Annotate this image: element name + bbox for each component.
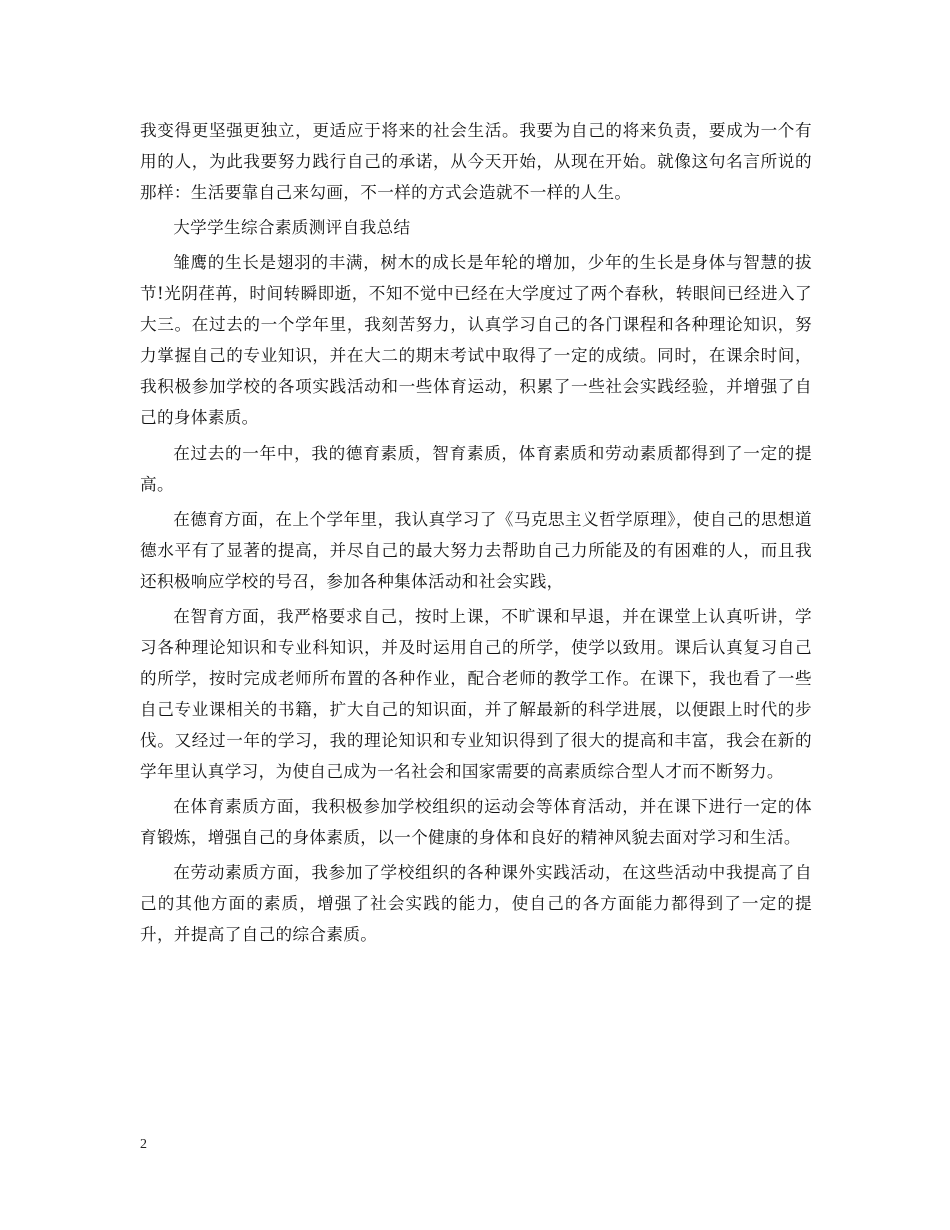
paragraph-physical-education: 在体育素质方面，我积极参加学校组织的运动会等体育活动，并在课下进行一定的体育锻炼，增强自己的身体素质，以一个健康的身体和良好的精神风貌去面对学习和生活。 xyxy=(140,797,812,848)
paragraph-continuation: 我变得更坚强更独立，更适应于将来的社会生活。我要为自己的将来负责，要成为一个有用的人，为此我要努力践行自己的承诺，从今天开始，从现在开始。就像这句名言所说的那样：生活要靠自己来勾画，不一样的方式会造就不一样的人生。 xyxy=(140,121,812,202)
paragraph-introduction: 雏鹰的生长是翅羽的丰满，树木的成长是年轮的增加，少年的生长是身体与智慧的拔节!光阴荏苒，时间转瞬即逝，不知不觉中已经在大学度过了两个春秋，转眼间已经进入了大三。在过去的一个学年里，我刻苦努力，认真学习自己的各门课程和各种理论知识，努力掌握自己的专业知识，并在大二的期末考试中取得了一定的成绩。同时，在课余时间，我积极参加学校的各项实践活动和一些体育运动，积累了一些社会实践经验，并增强了自己的身体素质。 xyxy=(140,253,812,428)
paragraph-moral-education: 在德育方面，在上个学年里，我认真学习了《马克思主义哲学原理》，使自己的思想道德水平有了显著的提高，并尽自己的最大努力去帮助自己力所能及的有困难的人，而且我还积极响应学校的号召，参加各种集体活动和社会实践， xyxy=(140,509,812,591)
body-text xyxy=(140,115,812,955)
page-number: 2 xyxy=(140,1137,147,1152)
paragraph-intellectual-education: 在智育方面，我严格要求自己，按时上课，不旷课和早退，并在课堂上认真听讲，学习各种理论知识和专业科知识，并及时运用自己的所学，使学以致用。课后认真复习自己的所学，按时完成老师所布置的各种作业，配合老师的教学工作。在课下，我也看了一些自己专业课相关的书籍，扩大自己的知识面，并了解最新的科学进展，以便跟上时代的步伐。又经过一年的学习，我的理论知识和专业知识得到了很大的提高和丰富，我会在新的学年里认真学习，为使自己成为一名社会和国家需要的高素质综合型人才而不断努力。 xyxy=(140,606,812,781)
section-title: 大学学生综合素质测评自我总结 xyxy=(173,218,411,238)
paragraph-labor-education: 在劳动素质方面，我参加了学校组织的各种课外实践活动，在这些活动中我提高了自己的其他方面的素质，增强了社会实践的能力，使自己的各方面能力都得到了一定的提升，并提高了自己的综合素质。 xyxy=(140,863,812,945)
paragraph-overall-improvement: 在过去的一年中，我的德育素质，智育素质，体育素质和劳动素质都得到了一定的提高。 xyxy=(140,443,812,494)
